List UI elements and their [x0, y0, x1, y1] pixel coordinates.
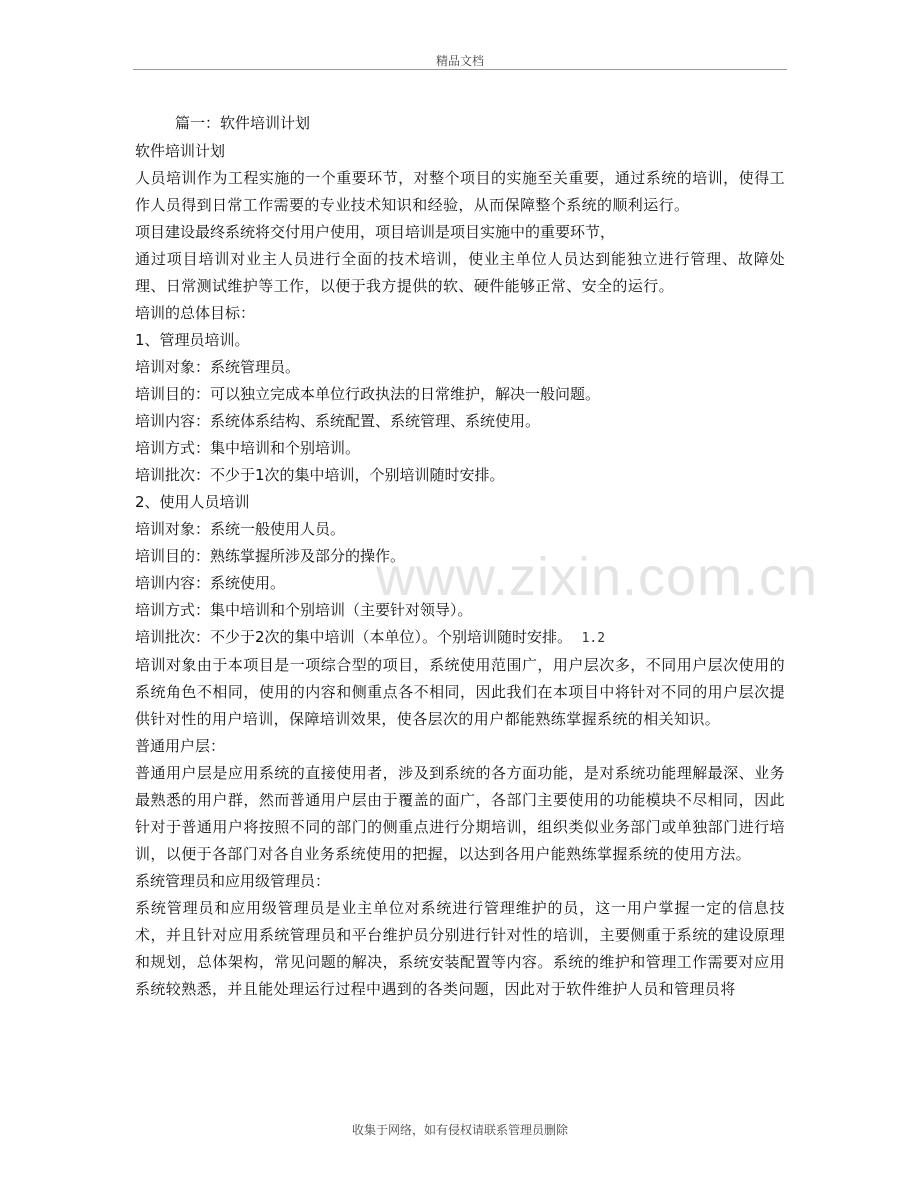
paragraph: 系统管理员和应用级管理员是业主单位对系统进行管理维护的员，这一用户掌握一定的信息技术，并且针对应用系统管理员和平台维护员分别进行针对性的培训，主要侧重于系统的建设原理和规划，总体架构，常见问题的解决，系统安装配置等内容。系统的维护和管理工作需要对应用系统较熟悉，并且能处理运行过程中遇到的各类问题，因此对于软件维护人员和管理员将 [135, 899, 785, 998]
paragraph: 培训的总体目标： [135, 304, 256, 322]
document-body [135, 108, 785, 1003]
list-item: 培训方式：集中培训和个别培训。 [135, 439, 361, 457]
paragraph: 人员培训作为工程实施的一个重要环节，对整个项目的实施至关重要，通过系统的培训，使得工作人员得到日常工作需要的专业技术知识和经验，从而保障整个系统的顺利运行。 [135, 169, 785, 214]
list-item: 培训目的：熟练掌握所涉及部分的操作。 [135, 547, 406, 565]
list-item: 1、管理员培训。 [135, 331, 250, 349]
header-divider [133, 69, 787, 70]
document-title: 篇一：软件培训计划 [175, 114, 311, 132]
list-item-text: 培训批次：不少于2次的集中培训（本单位）。个别培训随时安排。 [135, 628, 573, 646]
watermark: www.zixin.com.cn [376, 547, 819, 607]
page-footer: 收集于网络，如有侵权请联系管理员删除 [351, 1123, 568, 1137]
list-item: 培训目的：可以独立完成本单位行政执法的日常维护，解决一般问题。 [135, 385, 601, 403]
list-item [135, 624, 785, 652]
paragraph: 项目建设最终系统将交付用户使用，项目培训是项目实施中的重要环节， [135, 223, 616, 241]
section-number: 1.2 [581, 631, 606, 646]
paragraph: 培训对象由于本项目是一项综合型的项目，系统使用范围广，用户层次多，不同用户层次使用的系统角色不相同，使用的内容和侧重点各不相同，因此我们在本项目中将针对不同的用户层次提供针对性的用户培训，保障培训效果，使各层次的用户都能熟练掌握系统的相关知识。 [135, 656, 785, 728]
list-item: 培训对象：系统一般使用人员。 [135, 520, 346, 538]
list-item: 培训批次：不少于1次的集中培训，个别培训随时安排。 [135, 466, 505, 484]
page-header: 精品文档 [435, 54, 484, 68]
paragraph: 系统管理员和应用级管理员： [135, 872, 331, 890]
paragraph: 软件培训计划 [135, 142, 226, 160]
list-item: 2、使用人员培训 [135, 493, 250, 511]
paragraph: 普通用户层是应用系统的直接使用者，涉及到系统的各方面功能，是对系统功能理解最深、业务最熟悉的用户群，然而普通用户层由于覆盖的面广，各部门主要使用的功能模块不尽相同，因此针对于普通用户将按照不同的部门的侧重点进行分期培训，组织类似业务部门或单独部门进行培训，以便于各部门对各自业务系统使用的把握，以达到各用户能熟练掌握系统的使用方法。 [135, 764, 785, 863]
list-item: 培训方式：集中培训和个别培训（主要针对领导）。 [135, 601, 473, 619]
paragraph: 通过项目培训对业主人员进行全面的技术培训，使业主单位人员达到能独立进行管理、故障处理、日常测试维护等工作，以便于我方提供的软、硬件能够正常、安全的运行。 [135, 250, 785, 295]
list-item: 培训内容：系统使用。 [135, 574, 286, 592]
list-item: 培训对象：系统管理员。 [135, 358, 301, 376]
paragraph: 普通用户层： [135, 737, 226, 755]
list-item: 培训内容：系统体系结构、系统配置、系统管理、系统使用。 [135, 412, 541, 430]
